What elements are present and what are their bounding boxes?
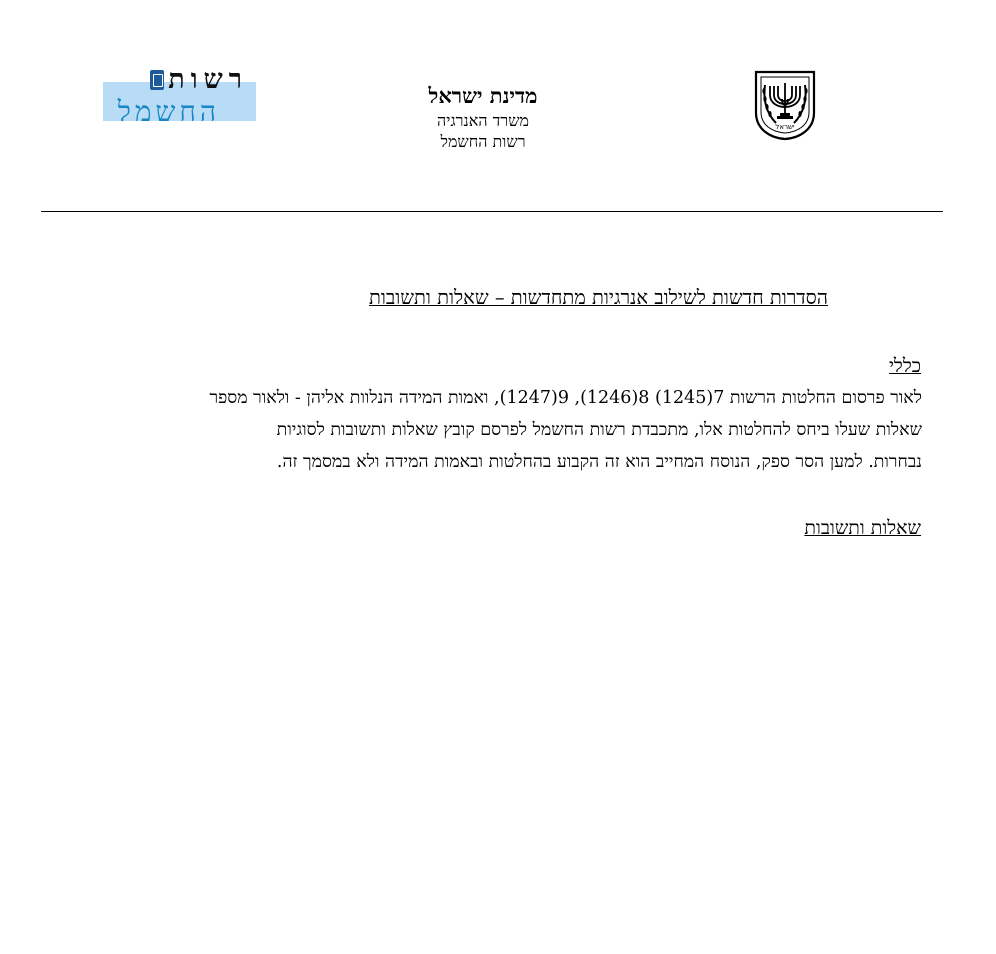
logo-line-2: החשמל [117, 95, 220, 128]
electricity-authority-logo [108, 63, 248, 97]
intro-line: שאלות שעלו ביחס להחלטות אלו, מתכבדת רשות החשמל לפרסם קובץ שאלות ותשובות לסוגיות [276, 420, 922, 440]
intro-paragraph [150, 382, 922, 478]
section-heading-general: כללי [888, 355, 921, 377]
ministry-name: משרד האנרגיה [437, 111, 529, 130]
authority-name: רשות החשמל [440, 132, 526, 151]
intro-line: נבחרות. למען הסר ספק, הנוסח המחייב הוא זה הקבוע בהחלטות ובאמות המידה ולא במסמך זה. [276, 452, 922, 472]
logo-line-1: רשות [168, 64, 248, 95]
intro-line: לאור פרסום החלטות הרשות 7(1245) 8(1246), 9(1247), ואמות המידה הנלוות אליהן - ולאור מספר [209, 388, 922, 408]
document-title: הסדרות חדשות לשילוב אנרגיות מתחדשות – שאלות ותשובות [368, 286, 828, 309]
header-divider [41, 211, 943, 212]
header-center [383, 82, 583, 152]
menorah-emblem-mini-icon [150, 70, 164, 90]
state-name: מדינת ישראל [428, 83, 538, 108]
section-heading-qa: שאלות ותשובות [804, 517, 921, 539]
emblem-inscription: ישראל [775, 123, 795, 131]
state-emblem-menorah-icon [752, 69, 818, 141]
